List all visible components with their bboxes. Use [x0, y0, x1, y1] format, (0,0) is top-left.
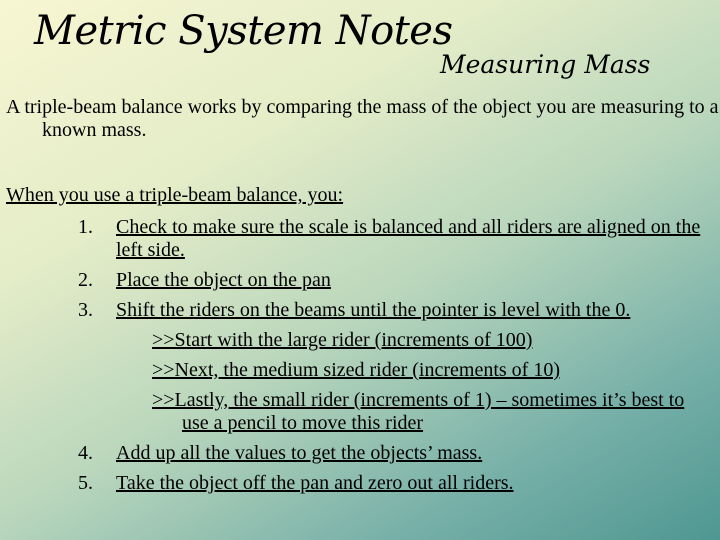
step-number: 2.: [78, 269, 93, 291]
step-number: 5.: [78, 472, 93, 494]
slide-title: Metric System Notes: [34, 8, 453, 54]
step-text: Check to make sure the scale is balanced and all riders are aligned on the left side.: [116, 216, 701, 261]
step-text: Shift the riders on the beams until the pointer is level with the 0.: [116, 299, 631, 321]
list-item: [0, 299, 720, 322]
step-text: Take the object off the pan and zero out all riders.: [116, 472, 514, 494]
list-item: [0, 216, 720, 262]
slide-subtitle: Measuring Mass: [440, 50, 651, 79]
sub-step: >>Start with the large rider (increments of 100): [152, 329, 533, 351]
intro-paragraph: A triple-beam balance works by comparing the mass of the object you are measuring to a known mass.: [6, 96, 719, 141]
step-text: Place the object on the pan: [116, 269, 331, 291]
step-number: 3.: [78, 299, 93, 321]
list-item: [0, 472, 720, 495]
sub-step: >>Next, the medium sized rider (increments of 10): [152, 359, 560, 381]
list-item: [0, 269, 720, 292]
step-text: Add up all the values to get the objects’ mass.: [116, 442, 483, 464]
list-item: [0, 442, 720, 465]
sub-step: >>Lastly, the small rider (increments of 1) – sometimes it’s best to use a pencil to move this rider: [152, 389, 685, 434]
step-number: 1.: [78, 216, 93, 238]
lead-paragraph: When you use a triple-beam balance, you:: [6, 184, 344, 206]
step-number: 4.: [78, 442, 93, 464]
steps-list: [0, 216, 720, 502]
